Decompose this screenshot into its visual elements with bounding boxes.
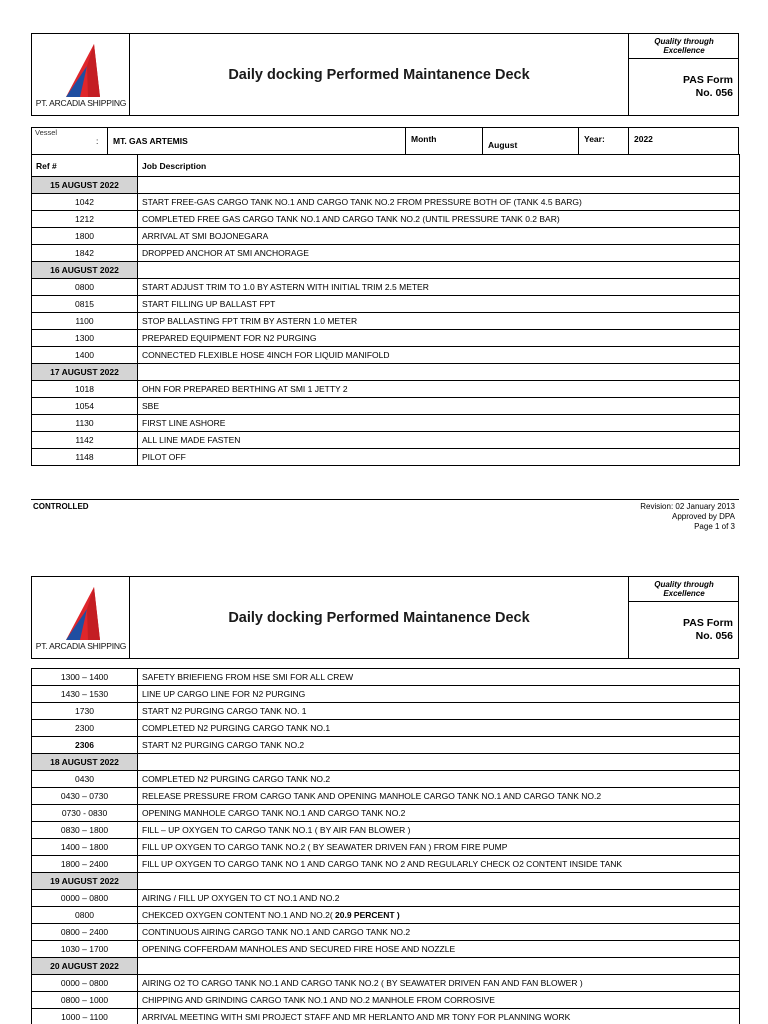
ref-cell: 1148 [32,449,138,466]
year-label-cell [579,128,629,154]
table-row [32,737,740,754]
quality-slogan: Quality through Excellence [629,34,739,59]
ref-cell: 1142 [32,432,138,449]
ref-cell: 0000 – 0800 [32,890,138,907]
ref-cell: 1130 [32,415,138,432]
job-description-cell [138,822,740,839]
approved-text: Approved by DPA [672,512,735,521]
company-logo [32,34,130,115]
vessel-colon: : [96,136,99,146]
table-row [32,941,740,958]
ref-cell: 1400 [32,347,138,364]
ref-cell: 0430 [32,771,138,788]
table-row [32,975,740,992]
month-label-cell [406,128,483,154]
ref-cell: 1000 – 1100 [32,1009,138,1024]
ref-cell: 0800 – 2400 [32,924,138,941]
table-row [32,279,740,296]
ref-cell: 0800 – 1000 [32,992,138,1009]
table-row [32,805,740,822]
page1-job-table [31,154,740,466]
ref-cell: 1212 [32,211,138,228]
job-description-text: FIRST LINE ASHORE [142,418,226,428]
table-row [32,890,740,907]
job-description-cell [138,415,740,432]
company-logo [32,577,130,658]
job-description-cell [138,737,740,754]
table-row [32,907,740,924]
job-description-cell [138,262,740,279]
ref-cell: 1042 [32,194,138,211]
ref-cell: 1400 – 1800 [32,839,138,856]
job-description-text: ARRIVAL AT SMI BOJONEGARA [142,231,269,241]
ref-cell: 1800 – 2400 [32,856,138,873]
job-description-text: COMPLETED N2 PURGING CARGO TANK NO.1 [142,723,331,733]
form-id-cell [629,577,739,658]
job-description-text: CHIPPING AND GRINDING CARGO TANK NO.1 AND NO.2 MANHOLE FROM CORROSIVE [142,995,495,1005]
job-description-cell [138,381,740,398]
vessel-value-cell [108,128,406,154]
table-row [32,839,740,856]
form-title-cell [130,577,629,658]
table-row [32,432,740,449]
table-header-row [32,155,740,177]
job-description-cell [138,975,740,992]
job-description-cell [138,347,740,364]
job-description-text: FILL UP OXYGEN TO CARGO TANK NO.2 ( BY SEAWATER DRIVEN FAN ) FROM FIRE PUMP [142,842,508,852]
job-description-text: SBE [142,401,160,411]
ref-cell: 1800 [32,228,138,245]
form-number: PAS Form No. 056 [683,74,733,99]
date-row [32,177,740,194]
table-row [32,228,740,245]
ref-cell: 1100 [32,313,138,330]
table-row [32,669,740,686]
table-row [32,924,740,941]
date-cell: 17 AUGUST 2022 [32,364,138,381]
table-row [32,771,740,788]
ref-cell: 2300 [32,720,138,737]
form-title-cell [130,34,629,115]
table-row [32,1009,740,1024]
job-description-text: LINE UP CARGO LINE FOR N2 PURGING [142,689,306,699]
month-value: August [488,140,518,150]
job-description-cell [138,992,740,1009]
job-description-cell [138,703,740,720]
sail-logo-icon [54,44,110,100]
job-description-text: SAFETY BRIEFIENG FROM HSE SMI FOR ALL CREW [142,672,354,682]
ref-cell: 1430 – 1530 [32,686,138,703]
date-row [32,873,740,890]
job-description-cell [138,449,740,466]
vessel-info-row [31,127,739,155]
job-description-text: COMPLETED N2 PURGING CARGO TANK NO.2 [142,774,331,784]
ref-cell: 0800 [32,907,138,924]
job-description-cell [138,788,740,805]
job-description-text: OPENING MANHOLE CARGO TANK NO.1 AND CARGO TANK NO.2 [142,808,406,818]
job-description-cell [138,958,740,975]
date-row [32,958,740,975]
table-row [32,245,740,262]
job-description-text: START N2 PURGING CARGO TANK NO.2 [142,740,305,750]
sail-logo-icon [54,587,110,643]
job-description-cell [138,245,740,262]
job-description-cell [138,754,740,771]
vessel-value: MT. GAS ARTEMIS [113,136,188,146]
job-description-text: OHN FOR PREPARED BERTHING AT SMI 1 JETTY 2 [142,384,348,394]
quality-slogan: Quality through Excellence [629,577,739,602]
ref-cell: 2306 [32,737,138,754]
table-row [32,686,740,703]
form-title: Daily docking Performed Maintanence Deck [228,66,530,83]
job-description-text: ARRIVAL MEETING WITH SMI PROJECT STAFF AND MR HERLANTO AND MR TONY FOR PLANNING WORK [142,1012,571,1022]
page-number: Page 1 of 3 [694,522,735,531]
revision-text: Revision: 02 January 2013 [640,502,735,511]
table-row [32,415,740,432]
date-cell: 16 AUGUST 2022 [32,262,138,279]
job-description-cell [138,330,740,347]
ref-cell: 1300 [32,330,138,347]
job-description-text: CONTINUOUS AIRING CARGO TANK NO.1 AND CARGO TANK NO.2 [142,927,411,937]
page2-job-table [31,668,740,1024]
job-description-cell [138,364,740,381]
job-description-cell [138,907,740,924]
month-value-cell [483,128,579,154]
job-description-cell [138,211,740,228]
job-description-text: OPENING COFFERDAM MANHOLES AND SECURED FIRE HOSE AND NOZZLE [142,944,456,954]
job-description-cell [138,228,740,245]
ref-cell: 1300 – 1400 [32,669,138,686]
table-row [32,398,740,415]
table-row [32,788,740,805]
table-row [32,703,740,720]
page2-header [31,576,739,659]
date-row [32,754,740,771]
job-description-cell [138,890,740,907]
job-description-cell [138,279,740,296]
job-description-cell [138,432,740,449]
job-description-text: AIRING / FILL UP OXYGEN TO CT NO.1 AND NO.2 [142,893,340,903]
date-cell: 20 AUGUST 2022 [32,958,138,975]
job-description-cell [138,924,740,941]
job-description-text: DROPPED ANCHOR AT SMI ANCHORAGE [142,248,309,258]
job-description-cell [138,720,740,737]
job-description-cell [138,313,740,330]
table-row [32,720,740,737]
ref-cell: 0430 – 0730 [32,788,138,805]
year-label: Year: [584,134,605,144]
footer-divider [31,499,739,500]
form-title: Daily docking Performed Maintanence Deck [228,609,530,626]
job-description-text: PILOT OFF [142,452,186,462]
job-description-text: START FILLING UP BALLAST FPT [142,299,276,309]
ref-column-header: Ref # [32,155,138,177]
table-row [32,313,740,330]
ref-cell: 1730 [32,703,138,720]
job-description-cell [138,296,740,313]
job-description-text: ALL LINE MADE FASTEN [142,435,241,445]
job-description-cell [138,194,740,211]
ref-cell: 0800 [32,279,138,296]
job-description-cell [138,177,740,194]
job-description-text: FILL – UP OXYGEN TO CARGO TANK NO.1 ( BY AIR FAN BLOWER ) [142,825,411,835]
job-description-cell [138,771,740,788]
form-id-cell [629,34,739,115]
ref-cell: 1054 [32,398,138,415]
job-description-text: CHEKCED OXYGEN CONTENT NO.1 AND NO.2( [142,910,333,920]
date-cell: 15 AUGUST 2022 [32,177,138,194]
ref-cell: 1842 [32,245,138,262]
table-row [32,856,740,873]
job-description-text: START ADJUST TRIM TO 1.0 BY ASTERN WITH INITIAL TRIM 2.5 METER [142,282,429,292]
job-description-text: FILL UP OXYGEN TO CARGO TANK NO 1 AND CARGO TANK NO 2 AND REGULARLY CHECK O2 CONTENT INSIDE TANK [142,859,623,869]
date-cell: 18 AUGUST 2022 [32,754,138,771]
vessel-label: Vessel [35,128,58,137]
table-row [32,822,740,839]
table-row [32,347,740,364]
job-description-text: CONNECTED FLEXIBLE HOSE 4INCH FOR LIQUID MANIFOLD [142,350,390,360]
job-description-cell [138,805,740,822]
job-description-text: START FREE-GAS CARGO TANK NO.1 AND CARGO TANK NO.2 FROM PRESSURE BOTH OF (TANK 4.5 BARG) [142,197,582,207]
job-description-text: AIRING O2 TO CARGO TANK NO.1 AND CARGO TANK NO.2 ( BY SEAWATER DRIVEN FAN AND FAN BLOWER ) [142,978,583,988]
job-description-text: START N2 PURGING CARGO TANK NO. 1 [142,706,307,716]
ref-cell: 0000 – 0800 [32,975,138,992]
table-row [32,449,740,466]
job-description-cell [138,1009,740,1024]
year-value-cell [629,128,740,154]
job-description-cell [138,856,740,873]
date-row [32,364,740,381]
job-description-cell [138,873,740,890]
month-label: Month [411,134,437,144]
date-cell: 19 AUGUST 2022 [32,873,138,890]
job-description-text: STOP BALLASTING FPT TRIM BY ASTERN 1.0 METER [142,316,358,326]
table-row [32,211,740,228]
ref-cell: 0730 - 0830 [32,805,138,822]
job-description-cell [138,398,740,415]
table-row [32,992,740,1009]
table-row [32,194,740,211]
company-name: PT. ARCADIA SHIPPING [35,98,127,108]
job-description-text: PREPARED EQUIPMENT FOR N2 PURGING [142,333,317,343]
ref-cell: 1018 [32,381,138,398]
company-name: PT. ARCADIA SHIPPING [35,641,127,651]
controlled-label: CONTROLLED [33,502,89,511]
ref-cell: 0815 [32,296,138,313]
ref-cell: 0830 – 1800 [32,822,138,839]
job-description-cell [138,839,740,856]
ref-cell: 1030 – 1700 [32,941,138,958]
form-number: PAS Form No. 056 [683,617,733,642]
job-description-emphasis: 20.9 PERCENT ) [332,910,400,920]
job-description-text: COMPLETED FREE GAS CARGO TANK NO.1 AND CARGO TANK NO.2 (UNTIL PRESSURE TANK 0.2 BAR) [142,214,560,224]
page1-header [31,33,739,116]
date-row [32,262,740,279]
footer-revision-block [640,502,735,532]
table-row [32,381,740,398]
job-description-cell [138,941,740,958]
vessel-label-cell [32,128,108,154]
table-row [32,330,740,347]
job-description-cell [138,686,740,703]
job-column-header: Job Description [138,155,740,177]
job-description-text: RELEASE PRESSURE FROM CARGO TANK AND OPENING MANHOLE CARGO TANK NO.1 AND CARGO TANK NO.2 [142,791,602,801]
table-row [32,296,740,313]
year-value: 2022 [634,134,653,144]
job-description-cell [138,669,740,686]
